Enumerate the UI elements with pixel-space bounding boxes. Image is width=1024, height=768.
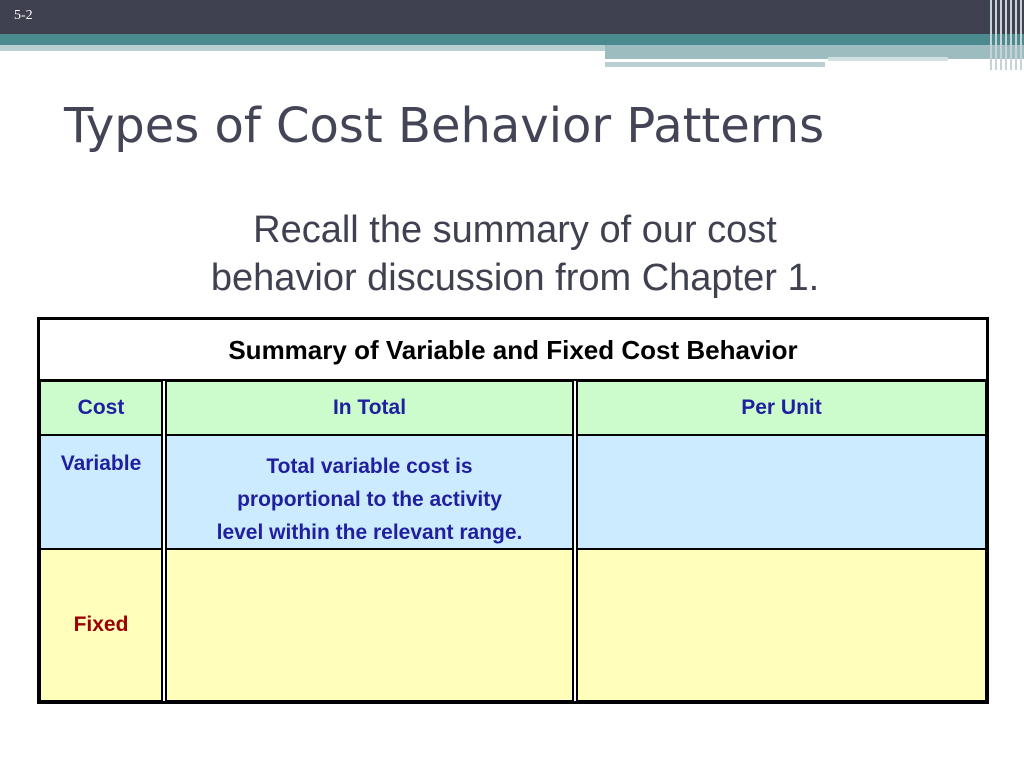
variable-in-total-line: level within the relevant range. (216, 521, 523, 544)
slide-subtitle (140, 206, 890, 302)
table-title: Summary of Variable and Fixed Cost Behavior (40, 320, 986, 381)
decorative-lines (990, 0, 1024, 70)
slide-number: 5-2 (14, 8, 33, 23)
decorative-stripe (605, 45, 1024, 59)
cost-behavior-table (37, 317, 989, 704)
header-in-total: In Total (166, 381, 573, 435)
top-bar (0, 0, 1024, 34)
header-per-unit: Per Unit (577, 381, 986, 435)
decorative-stripe (0, 45, 605, 51)
slide-title: Types of Cost Behavior Patterns (64, 98, 825, 154)
decorative-stripe (605, 62, 825, 67)
variable-in-total (166, 435, 573, 549)
variable-in-total-line: proportional to the activity (237, 488, 502, 511)
subtitle-line-2: behavior discussion from Chapter 1. (210, 257, 820, 299)
row-label-variable: Variable (40, 435, 162, 549)
variable-per-unit (577, 435, 986, 549)
subtitle-line-1: Recall the summary of our cost (253, 209, 777, 251)
row-label-fixed: Fixed (40, 549, 162, 701)
fixed-per-unit (577, 549, 986, 701)
decorative-stripe (828, 57, 948, 61)
column-separator (573, 381, 577, 701)
variable-in-total-line: Total variable cost is (266, 455, 473, 478)
decorative-stripe (0, 34, 1024, 45)
header-cost: Cost (40, 381, 162, 435)
fixed-in-total (166, 549, 573, 701)
column-separator (162, 381, 166, 701)
